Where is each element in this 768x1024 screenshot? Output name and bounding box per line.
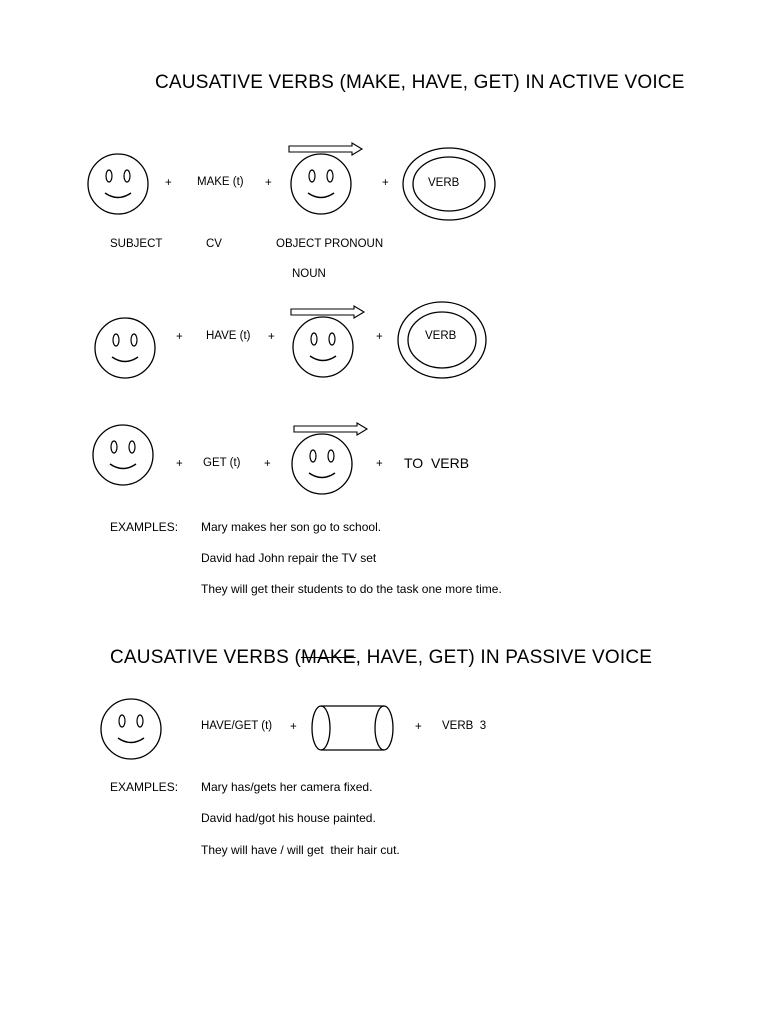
plus-sign: + <box>176 331 183 343</box>
plus-sign: + <box>415 721 422 733</box>
cylinder-icon <box>311 704 397 752</box>
smiley-subject-icon <box>93 316 157 380</box>
verb-3-label: VERB 3 <box>442 720 487 732</box>
plus-sign: + <box>165 177 172 189</box>
plus-sign: + <box>376 331 383 343</box>
passive-title-suffix: , HAVE, GET) IN PASSIVE VOICE <box>355 647 653 668</box>
active-voice-title: CAUSATIVE VERBS (MAKE, HAVE, GET) IN ACTIVE VOICE <box>155 72 685 93</box>
get-verb-label: GET (t) <box>203 457 241 469</box>
subject-label: SUBJECT <box>110 238 163 250</box>
plus-sign: + <box>290 721 297 733</box>
have-get-verb-label: HAVE/GET (t) <box>201 720 273 732</box>
smiley-object-icon <box>290 432 354 496</box>
smiley-object-icon <box>291 315 355 379</box>
object-pronoun-label: OBJECT PRONOUN <box>276 238 384 250</box>
example-sentence: They will get their students to do the task one more time. <box>201 582 502 596</box>
struck-make: MAKE <box>300 647 356 668</box>
cv-label: CV <box>206 238 222 250</box>
to-verb-label: TO VERB <box>404 455 470 471</box>
smiley-subject-icon <box>91 423 155 487</box>
plus-sign: + <box>264 458 271 470</box>
smiley-subject-icon <box>99 697 163 761</box>
examples-label: EXAMPLES: <box>110 780 179 794</box>
smiley-object-icon <box>289 152 353 216</box>
example-sentence: Mary has/gets her camera fixed. <box>201 780 373 794</box>
examples-label: EXAMPLES: <box>110 520 179 534</box>
have-verb-label: HAVE (t) <box>206 330 251 342</box>
passive-voice-title <box>110 647 652 669</box>
plus-sign: + <box>268 331 275 343</box>
make-verb-label: MAKE (t) <box>197 176 244 188</box>
example-sentence: David had John repair the TV set <box>201 551 377 565</box>
passive-title-prefix: CAUSATIVE VERBS ( <box>110 647 301 668</box>
verb-label: VERB <box>425 330 457 342</box>
example-sentence: Mary makes her son go to school. <box>201 520 382 534</box>
example-sentence: They will have / will get their hair cut. <box>201 843 400 857</box>
verb-label: VERB <box>428 177 460 189</box>
plus-sign: + <box>176 458 183 470</box>
noun-label: NOUN <box>292 268 326 280</box>
smiley-subject-icon <box>86 152 150 216</box>
example-sentence: David had/got his house painted. <box>201 811 376 825</box>
plus-sign: + <box>382 177 389 189</box>
plus-sign: + <box>376 458 383 470</box>
plus-sign: + <box>265 177 272 189</box>
